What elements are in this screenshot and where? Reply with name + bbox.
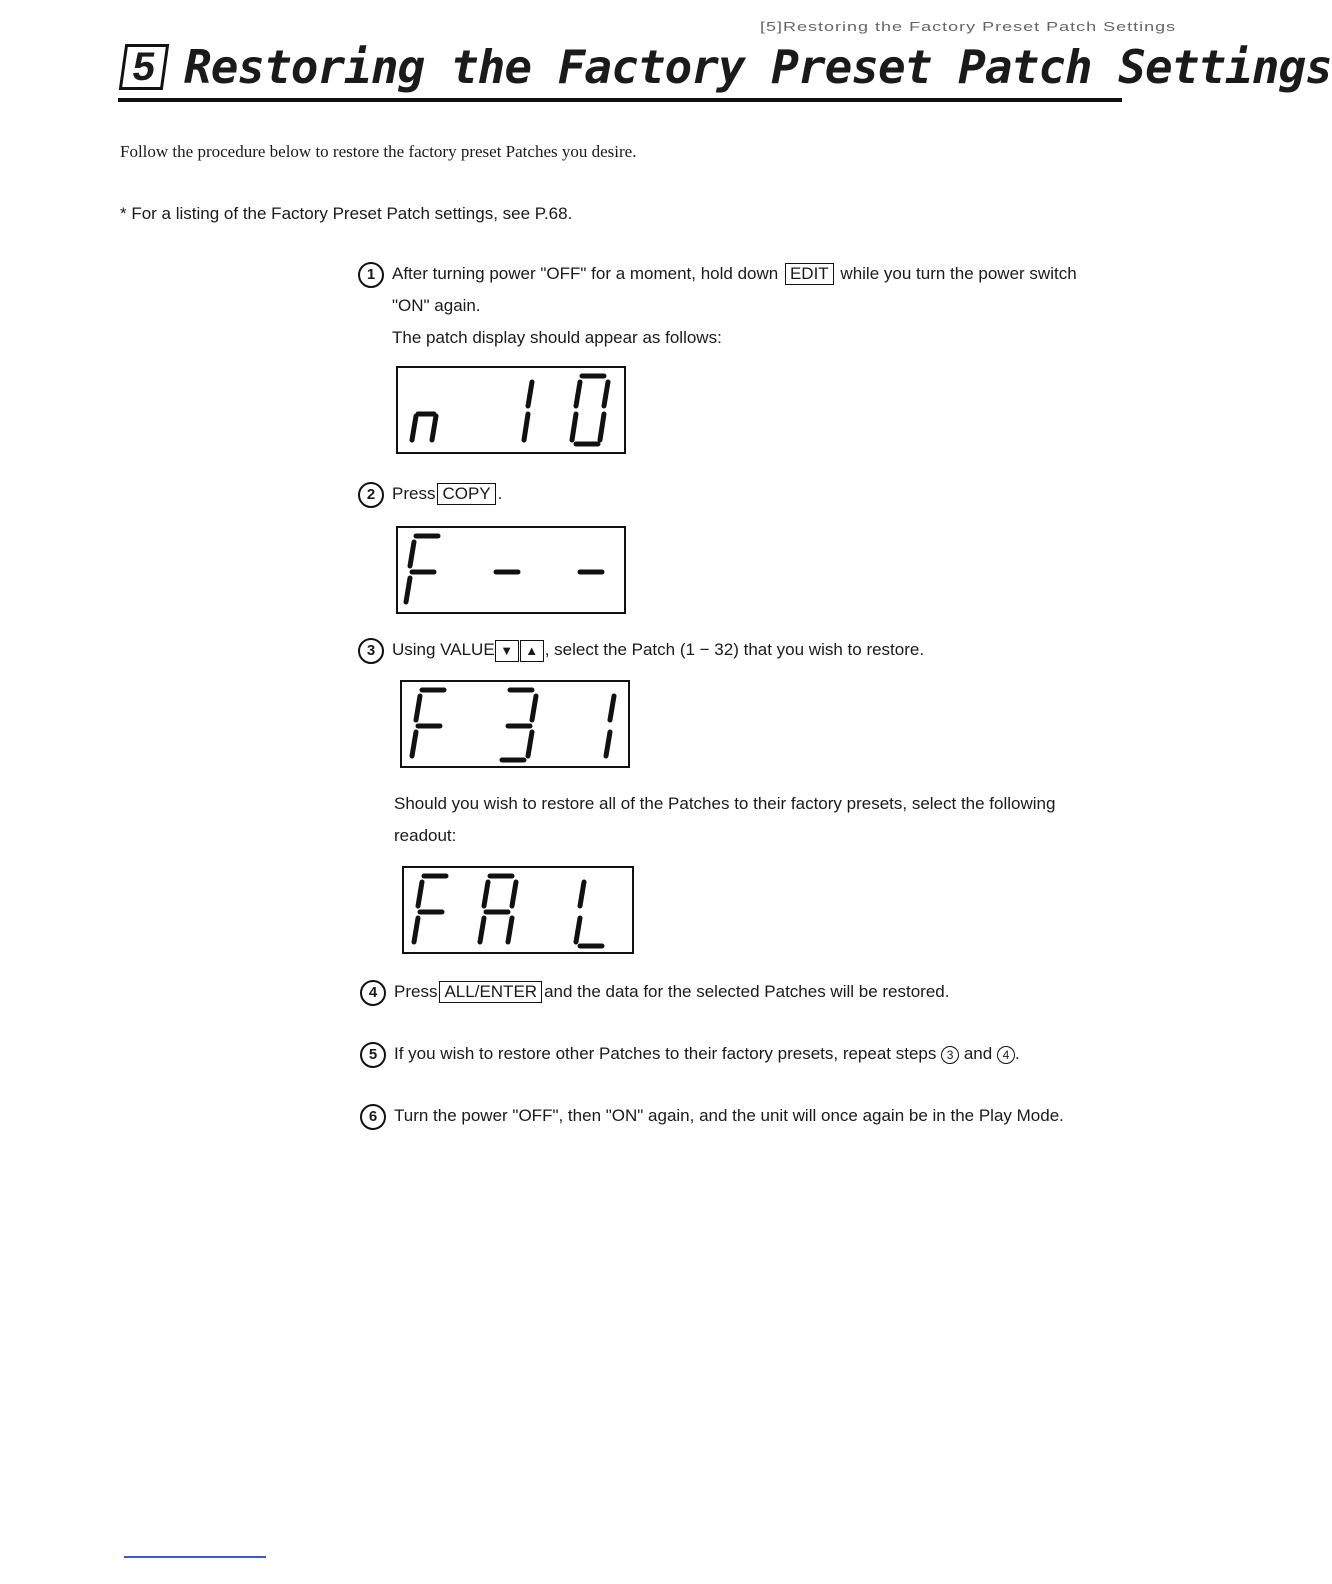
title-text: Restoring the Factory Preset Patch Settings (184, 40, 1332, 94)
step-number-6: 6 (360, 1104, 386, 1130)
step-number-1: 1 (358, 262, 384, 288)
lcd-digits-f31 (402, 682, 628, 766)
step-number-5: 5 (360, 1042, 386, 1068)
value-up-key: ▲ (520, 640, 544, 662)
step-1-text-post: while you turn the power switch (835, 264, 1077, 283)
lcd-digits-fall (404, 868, 632, 952)
running-header-text: [5]Restoring the Factory Preset Patch Settings (760, 20, 1177, 34)
step-5-text-mid: and (963, 1044, 993, 1063)
step-2-line (392, 478, 502, 510)
step-4-line (394, 976, 949, 1008)
lcd-display-f-dash (396, 526, 626, 614)
section-number-box (119, 44, 169, 90)
intro-text: Follow the procedure below to restore the factory preset Patches you desire. (120, 142, 637, 161)
step-number-2: 2 (358, 482, 384, 508)
step-6 (360, 1100, 1120, 1132)
step-4 (360, 976, 1120, 1008)
step-2-text-pre: Press (392, 484, 436, 503)
step-3 (358, 634, 1128, 666)
lcd-digits-m10 (398, 368, 624, 452)
step-2-text-post: . (497, 484, 503, 503)
footer-line (124, 1556, 266, 1558)
step-5-text-post: . (1014, 1044, 1020, 1063)
step-3-text-pre: Using VALUE (392, 640, 495, 659)
step-4-text-post: and the data for the selected Patches will be restored. (544, 982, 950, 1001)
step-1 (358, 258, 1128, 358)
copy-key: COPY (437, 483, 495, 505)
lcd-digits-f-dash (398, 528, 624, 612)
step-1-line-1 (392, 258, 1077, 290)
all-enter-key: ALL/ENTER (439, 981, 542, 1003)
running-header (760, 14, 1177, 34)
step-3-text-post: , select the Patch (1 − 32) that you wish to restore. (544, 640, 925, 659)
lcd-display-fall (402, 866, 634, 954)
value-down-key: ▼ (495, 640, 519, 662)
section-number: 5 (129, 45, 159, 89)
all-patches-note-line-1: Should you wish to restore all of the Patches to their factory presets, select the following (394, 794, 1056, 813)
step-number-4: 4 (360, 980, 386, 1006)
title-underline (118, 98, 1122, 102)
step-5 (360, 1038, 1120, 1070)
step-number-3: 3 (358, 638, 384, 664)
step-5-line (394, 1038, 1020, 1070)
step-1-line-2: "ON" again. (392, 296, 481, 315)
edit-key: EDIT (785, 263, 834, 285)
step-4-text-pre: Press (394, 982, 438, 1001)
page-title (118, 38, 1332, 100)
step-3-line (392, 634, 924, 666)
reference-note: * For a listing of the Factory Preset Patch settings, see P.68. (120, 204, 573, 223)
step-6-line: Turn the power "OFF", then "ON" again, and the unit will once again be in the Play Mode. (394, 1106, 1064, 1125)
step-5-text-pre: If you wish to restore other Patches to their factory presets, repeat steps (394, 1044, 937, 1063)
lcd-display-f31 (400, 680, 630, 768)
step-ref-3: 3 (941, 1046, 959, 1064)
step-ref-4: 4 (997, 1046, 1015, 1064)
lcd-display-m10 (396, 366, 626, 454)
all-patches-note-line-2: readout: (394, 826, 457, 845)
step-2 (358, 478, 758, 510)
step-1-text-pre: After turning power "OFF" for a moment, hold down (392, 264, 783, 283)
step-1-line-3: The patch display should appear as follows: (392, 328, 722, 347)
